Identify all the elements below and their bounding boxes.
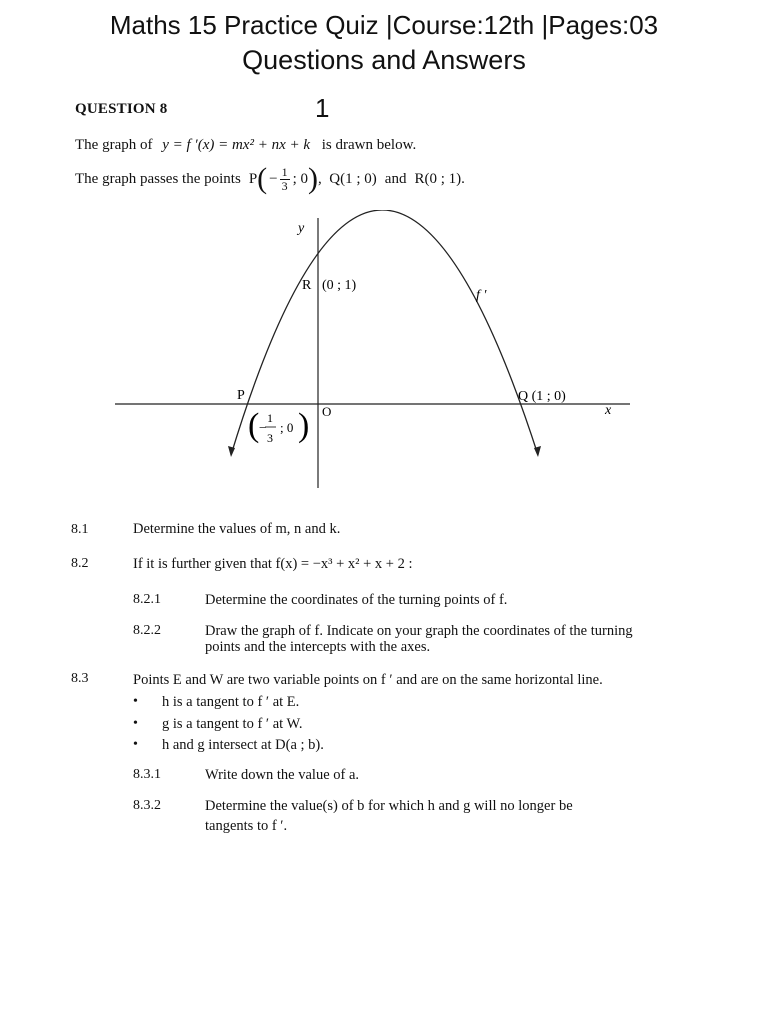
- bullet-item: h is a tangent to f ′ at E.: [162, 694, 300, 710]
- bullet-item: g is a tangent to f ′ at W.: [162, 716, 303, 732]
- point-p-fraction: $\frac{1}{3}$: [281, 164, 288, 193]
- q831-number: 8.3.1: [133, 767, 161, 782]
- q81-number: 8.1: [71, 522, 89, 537]
- y-axis-label: y: [298, 221, 305, 236]
- q82-number: 8.2: [71, 556, 89, 571]
- q831-text: Write down the value of a.: [205, 767, 360, 783]
- p-open-paren: (: [248, 407, 260, 444]
- bullet-item: h and g intersect at D(a ; b).: [162, 737, 324, 753]
- point-r: R(0 ; 1).: [414, 170, 465, 187]
- intro-suffix: is drawn below.: [321, 137, 417, 153]
- point-p-label: P: [248, 170, 258, 187]
- open-paren: (: [257, 162, 268, 195]
- q832-text-line1: Determine the value(s) of b for which h and g will no longer be: [205, 798, 573, 814]
- graph-p-label: P: [237, 388, 245, 403]
- p-minus: −: [259, 420, 267, 435]
- page-subtitle: Questions and Answers: [242, 45, 526, 75]
- q82-text: If it is further given that f(x) = −x³ + x² + x + 2 :: [133, 556, 413, 572]
- p-coord-rest: ; 0: [280, 420, 294, 435]
- q832-text-line2: tangents to f ′.: [205, 818, 288, 834]
- graph-q-label: Q (1 ; 0): [518, 389, 566, 404]
- parabola-graph: [0, 210, 768, 490]
- r-label: R: [302, 278, 312, 293]
- intro-line-2: The graph passes the points P ( − $\frac{1}{3}$ ; 0 ) , Q(1 ; 0) and R(0 ; 1).: [75, 162, 465, 195]
- origin-label: O: [322, 404, 332, 419]
- q832-number: 8.3.2: [133, 798, 161, 813]
- q822-text-line1: Draw the graph of f. Indicate on your graph the coordinates of the turning: [205, 623, 633, 639]
- intro-prefix: The graph of: [75, 137, 153, 153]
- q821-number: 8.2.1: [133, 592, 161, 607]
- q822-number: 8.2.2: [133, 623, 161, 638]
- bullet-dot: •: [133, 737, 138, 752]
- r-coords: (0 ; 1): [322, 278, 357, 293]
- derivative-formula: y = f ′(x) = mx² + nx + k: [162, 137, 311, 153]
- page-number: 1: [315, 93, 330, 123]
- question-heading: QUESTION 8: [75, 101, 168, 117]
- intro-line-1: [75, 137, 416, 154]
- x-axis-label: x: [605, 403, 612, 418]
- parabola-curve: [231, 210, 538, 455]
- bullet-dot: •: [133, 716, 138, 731]
- q81-text: Determine the values of m, n and k.: [133, 521, 341, 537]
- q83-number: 8.3: [71, 671, 89, 686]
- q822-text-line2: points and the intercepts with the axes.: [205, 639, 431, 655]
- left-arrow-icon: [228, 446, 235, 457]
- q821-text: Determine the coordinates of the turning points of f.: [205, 592, 508, 608]
- p-close-paren: ): [298, 407, 310, 444]
- p-frac-num: 1: [267, 411, 273, 425]
- close-paren: ): [308, 162, 319, 195]
- page-title: Maths 15 Practice Quiz |Course:12th |Pages:03: [109, 10, 659, 40]
- bullet-dot: •: [133, 694, 138, 709]
- q83-text: Points E and W are two variable points on f ′ and are on the same horizontal line.: [133, 672, 603, 688]
- point-q: Q(1 ; 0): [329, 170, 377, 187]
- p-frac-den: 3: [267, 431, 273, 445]
- curve-label: f ′: [476, 288, 487, 303]
- intro-points-prefix: The graph passes the points: [75, 170, 241, 187]
